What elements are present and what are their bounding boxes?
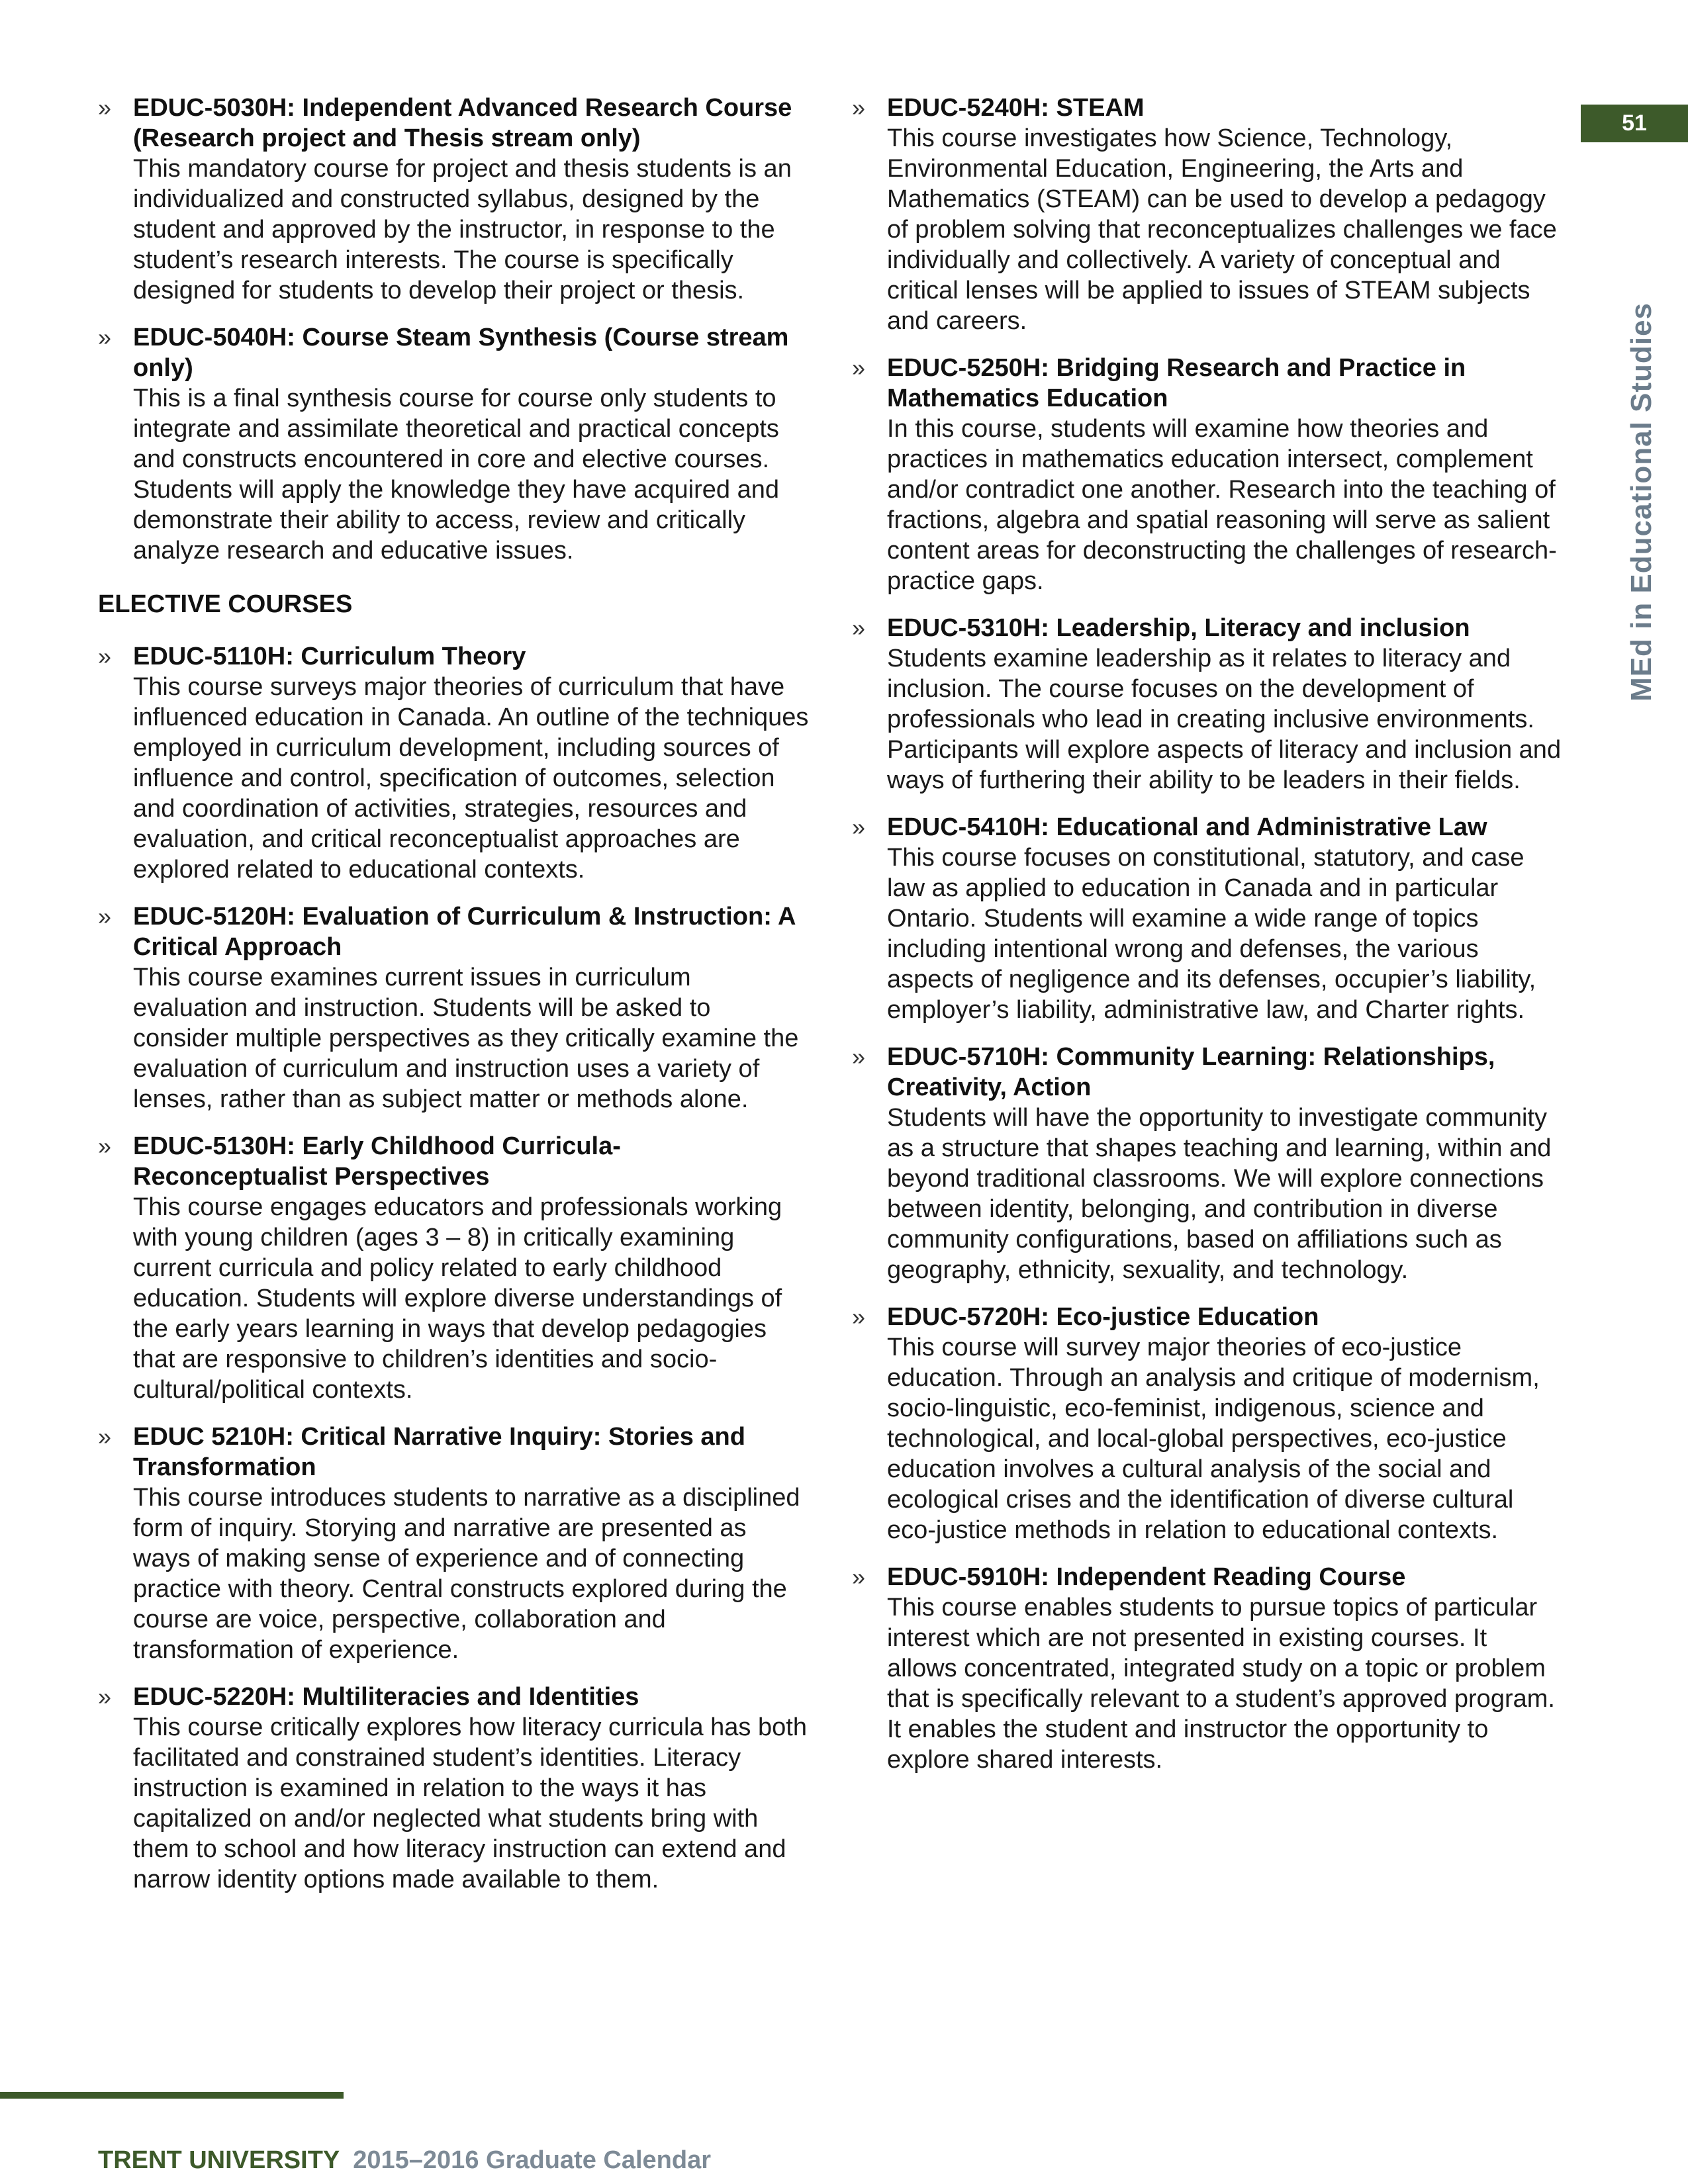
course-entry [98,1131,810,1405]
bullet-icon: » [852,354,866,381]
footer-calendar: 2015–2016 Graduate Calendar [353,2146,712,2174]
bullet-icon: » [852,1563,866,1590]
course-entry [98,322,810,566]
course-description: Students will have the opportunity to investigate community as a structure that shapes teaching and learning, within and beyond traditional classrooms. We will explore connections between identity, belonging, and contribution in diverse community configurations, based on affiliations such as geography, ethnicity, sexuality, and technology. [887,1104,1552,1284]
course-title: EDUC-5310H: Leadership, Literacy and inclusion [887,614,1470,642]
course-entry [852,1562,1564,1775]
bullet-icon: » [852,94,866,121]
course-description: This mandatory course for project and thesis students is an individualized and constructed syllabus, designed by the student and approved by the instructor, in response to the student’s research interests. The course is specifically designed for students to develop their project or thesis. [133,155,792,304]
elective-course-list-right [852,93,1564,1775]
right-column [852,93,1564,1792]
course-entry [852,1302,1564,1545]
bullet-icon: » [98,1683,112,1710]
course-entry [852,613,1564,796]
course-description: This course introduces students to narrative as a disciplined form of inquiry. Storying and narrative are presented as ways of making sense of experience and of connecting practice with theory. Central constructs explored during the course are voice, perspective, collaboration and transformation of experience. [133,1484,800,1664]
left-column [98,93,810,1911]
footer-rule [0,2092,344,2099]
course-title: EDUC-5030H: Independent Advanced Research Course (Research project and Thesis stream only) [133,94,792,152]
bullet-icon: » [98,94,112,121]
course-description: This is a final synthesis course for course only students to integrate and assimilate theoretical and practical concepts and constructs encountered in core and elective courses. Students will apply the knowledge they have acquired and demonstrate their ability to access, review and critically analyze research and educative issues. [133,385,779,565]
bullet-icon: » [98,643,112,670]
course-entry [852,1042,1564,1285]
course-description: This course critically explores how literacy curricula has both facilitated and constrained student’s identities. Literacy instruction is examined in relation to the ways it has capitalized on and/or neglected what students bring with them to school and how literacy instruction can extend and narrow identity options made available to them. [133,1713,807,1893]
bullet-icon: » [98,903,112,930]
course-entry [98,93,810,306]
course-entry [98,1422,810,1665]
course-description: This course focuses on constitutional, statutory, and case law as applied to education in Canada and in particular Ontario. Students will examine a wide range of topics including intentional wrong and defenses, the various aspects of negligence and its defenses, occupier’s liability, employer’s liability, administrative law, and Charter rights. [887,844,1536,1024]
course-description: This course examines current issues in curriculum evaluation and instruction. Students will be asked to consider multiple perspectives as they critically examine the evaluation of curriculum and instruction uses a variety of lenses, rather than as subject matter or methods alone. [133,964,799,1113]
page-number: 51 [1581,105,1688,142]
course-entry [98,901,810,1115]
course-entry [852,353,1564,596]
course-entry [852,812,1564,1025]
course-title: EDUC-5220H: Multiliteracies and Identities [133,1683,639,1711]
course-description: This course surveys major theories of curriculum that have influenced education in Canada. An outline of the techniques employed in curriculum development, including sources of influence and control, specification of outcomes, selection and coordination of activities, strategies, resources and evaluation, and critical reconceptualist approaches are explored related to educational contexts. [133,673,809,884]
course-description: This course engages educators and professionals working with young children (ages 3 – 8) in critically examining current curricula and policy related to early childhood education. Students will explore diverse understandings of the early years learning in ways that develop pedagogies that are responsive to children’s identities and socio-cultural/political contexts. [133,1193,782,1404]
course-title: EDUC-5240H: STEAM [887,94,1145,122]
course-title: EDUC-5110H: Curriculum Theory [133,643,526,670]
course-description: This course investigates how Science, Technology, Environmental Education, Engineering, the Arts and Mathematics (STEAM) can be used to develop a pedagogy of problem solving that reconceptualizes challenges we face individually and collectively. A variety of conceptual and critical lenses will be applied to issues of STEAM subjects and careers. [887,124,1557,335]
footer-university: TRENT UNIVERSITY [98,2146,340,2174]
course-title: EDUC 5210H: Critical Narrative Inquiry: Stories and Transformation [133,1423,745,1481]
core-course-list [98,93,810,566]
elective-course-list-left [98,641,810,1895]
bullet-icon: » [98,1423,112,1450]
bullet-icon: » [852,614,866,641]
course-entry [98,1682,810,1895]
footer [98,2145,711,2175]
side-banner-title: MEd in Educational Studies [1625,302,1658,702]
course-title: EDUC-5710H: Community Learning: Relationships, Creativity, Action [887,1043,1495,1101]
course-title: EDUC-5130H: Early Childhood Curricula-Reconceptualist Perspectives [133,1132,621,1191]
course-description: Students examine leadership as it relates to literacy and inclusion. The course focuses on the development of professionals who lead in creating inclusive environments. Participants will explore aspects of literacy and inclusion and ways of furthering their ability to be leaders in their fields. [887,645,1562,794]
course-description: In this course, students will examine how theories and practices in mathematics education intersect, complement and/or contradict one another. Research into the teaching of fractions, algebra and spatial reasoning will serve as salient content areas for deconstructing the challenges of research-practice gaps. [887,415,1557,595]
course-title: EDUC-5250H: Bridging Research and Practice in Mathematics Education [887,354,1466,412]
course-description: This course will survey major theories of eco-justice education. Through an analysis and critique of modernism, socio-linguistic, eco-feminist, indigenous, science and technological, and local-global perspectives, eco-justice education involves a cultural analysis of the social and ecological crises and the identification of diverse cultural eco-justice methods in relation to educational contexts. [887,1334,1540,1544]
elective-courses-heading: ELECTIVE COURSES [98,590,353,618]
course-title: EDUC-5910H: Independent Reading Course [887,1563,1406,1591]
bullet-icon: » [852,813,866,841]
course-entry [98,641,810,885]
course-title: EDUC-5720H: Eco-justice Education [887,1303,1319,1331]
course-description: This course enables students to pursue topics of particular interest which are not presented in existing courses. It allows concentrated, integrated study on a topic or problem that is specifically relevant to a student’s approved program. It enables the student and instructor the opportunity to explore shared interests. [887,1594,1555,1774]
bullet-icon: » [98,324,112,351]
bullet-icon: » [98,1132,112,1160]
course-title: EDUC-5040H: Course Steam Synthesis (Course stream only) [133,324,789,382]
course-title: EDUC-5120H: Evaluation of Curriculum & Instruction: A Critical Approach [133,903,796,961]
course-entry [852,93,1564,336]
course-title: EDUC-5410H: Educational and Administrative Law [887,813,1487,841]
bullet-icon: » [852,1303,866,1330]
bullet-icon: » [852,1043,866,1070]
